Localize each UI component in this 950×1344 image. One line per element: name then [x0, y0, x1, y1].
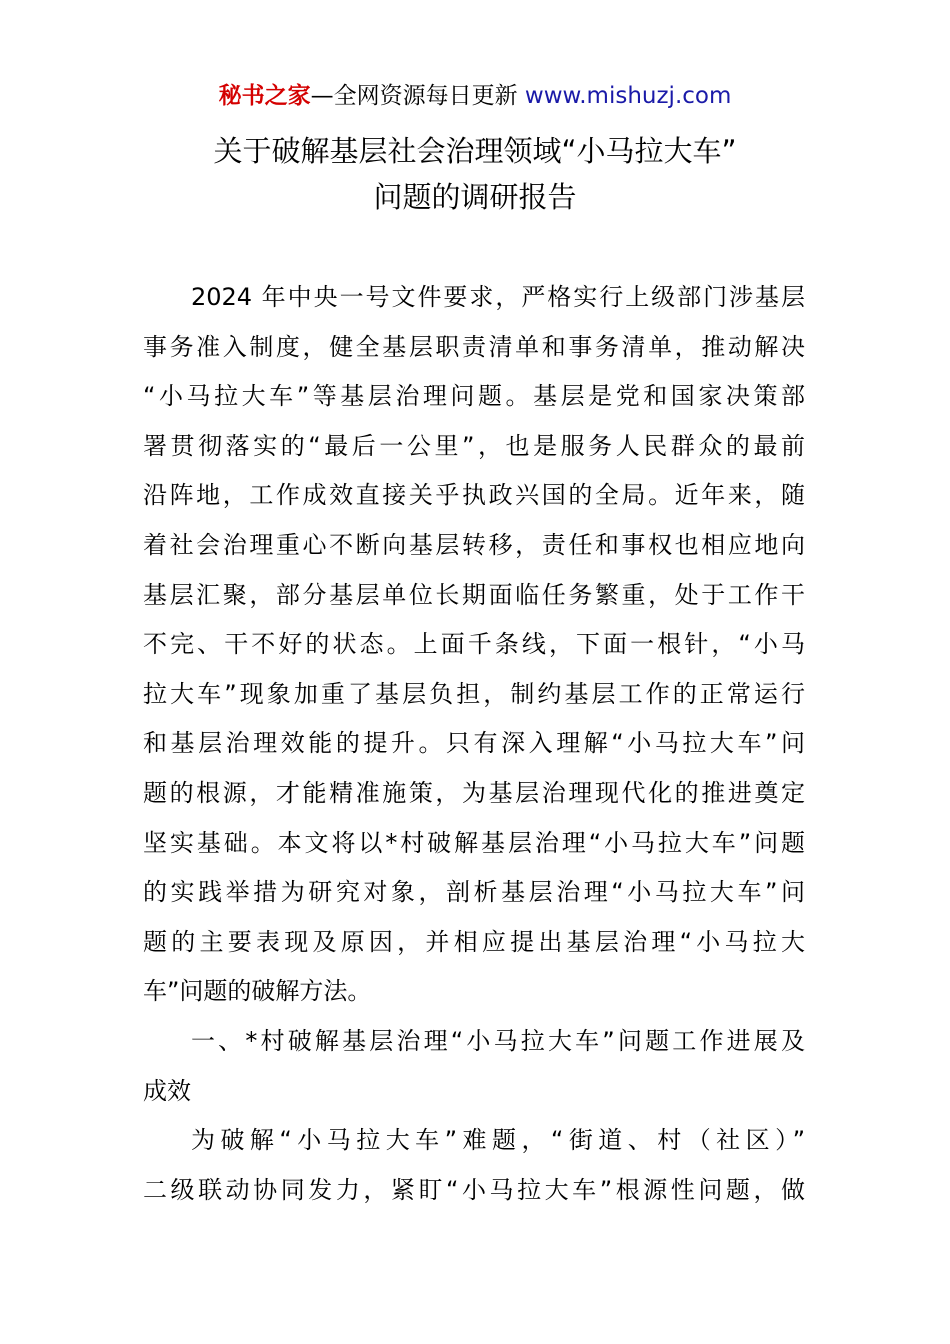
title-line-1: 关于破解基层社会治理领域“小马拉大车”	[213, 134, 737, 168]
section-heading: 一、*村破解基层治理“小马拉大车”问题工作进展及	[191, 1026, 805, 1055]
body-line: 着社会治理重心不断向基层转移，责任和事权也相应地向	[143, 530, 805, 559]
body-line: 为破解“小马拉大车”难题，“街道、村（社区）”	[191, 1126, 805, 1155]
site-url[interactable]: www.mishuzj.com	[524, 83, 732, 109]
body-line: 的实践举措为研究对象，剖析基层治理“小马拉大车”问	[143, 878, 805, 907]
body-line: 不完、干不好的状态。上面千条线，下面一根针，“小马	[143, 630, 805, 659]
document-body	[143, 273, 805, 1215]
body-line: 署贯彻落实的“最后一公里”，也是服务人民群众的最前	[143, 431, 805, 460]
body-line: 拉大车”现象加重了基层负担，制约基层工作的正常运行	[143, 679, 805, 708]
body-line: 车”问题的破解方法。	[143, 977, 372, 1006]
body-line: 基层汇聚，部分基层单位长期面临任务繁重，处于工作干	[143, 580, 805, 609]
body-line: 题的主要表现及原因，并相应提出基层治理“小马拉大	[143, 927, 805, 956]
body-line: 事务准入制度，健全基层职责清单和事务清单，推动解决	[143, 332, 805, 361]
body-line: 坚实基础。本文将以*村破解基层治理“小马拉大车”问题	[143, 828, 805, 857]
document-title	[0, 128, 950, 220]
section-heading-cont: 成效	[143, 1076, 191, 1105]
site-header	[0, 80, 950, 112]
brand-name: 秘书之家	[218, 83, 311, 109]
body-line: 二级联动协同发力，紧盯“小马拉大车”根源性问题，做	[143, 1175, 805, 1204]
body-line: 题的根源，才能精准施策，为基层治理现代化的推进奠定	[143, 778, 805, 807]
body-line: 沿阵地，工作成效直接关乎执政兴国的全局。近年来，随	[143, 481, 805, 510]
body-line: 2024 年中央一号文件要求，严格实行上级部门涉基层	[191, 283, 805, 311]
body-line: 和基层治理效能的提升。只有深入理解“小马拉大车”问	[143, 729, 805, 758]
header-tagline: —全网资源每日更新	[310, 83, 525, 109]
body-line: “小马拉大车”等基层治理问题。基层是党和国家决策部	[143, 382, 805, 411]
title-line-2: 问题的调研报告	[373, 180, 577, 214]
